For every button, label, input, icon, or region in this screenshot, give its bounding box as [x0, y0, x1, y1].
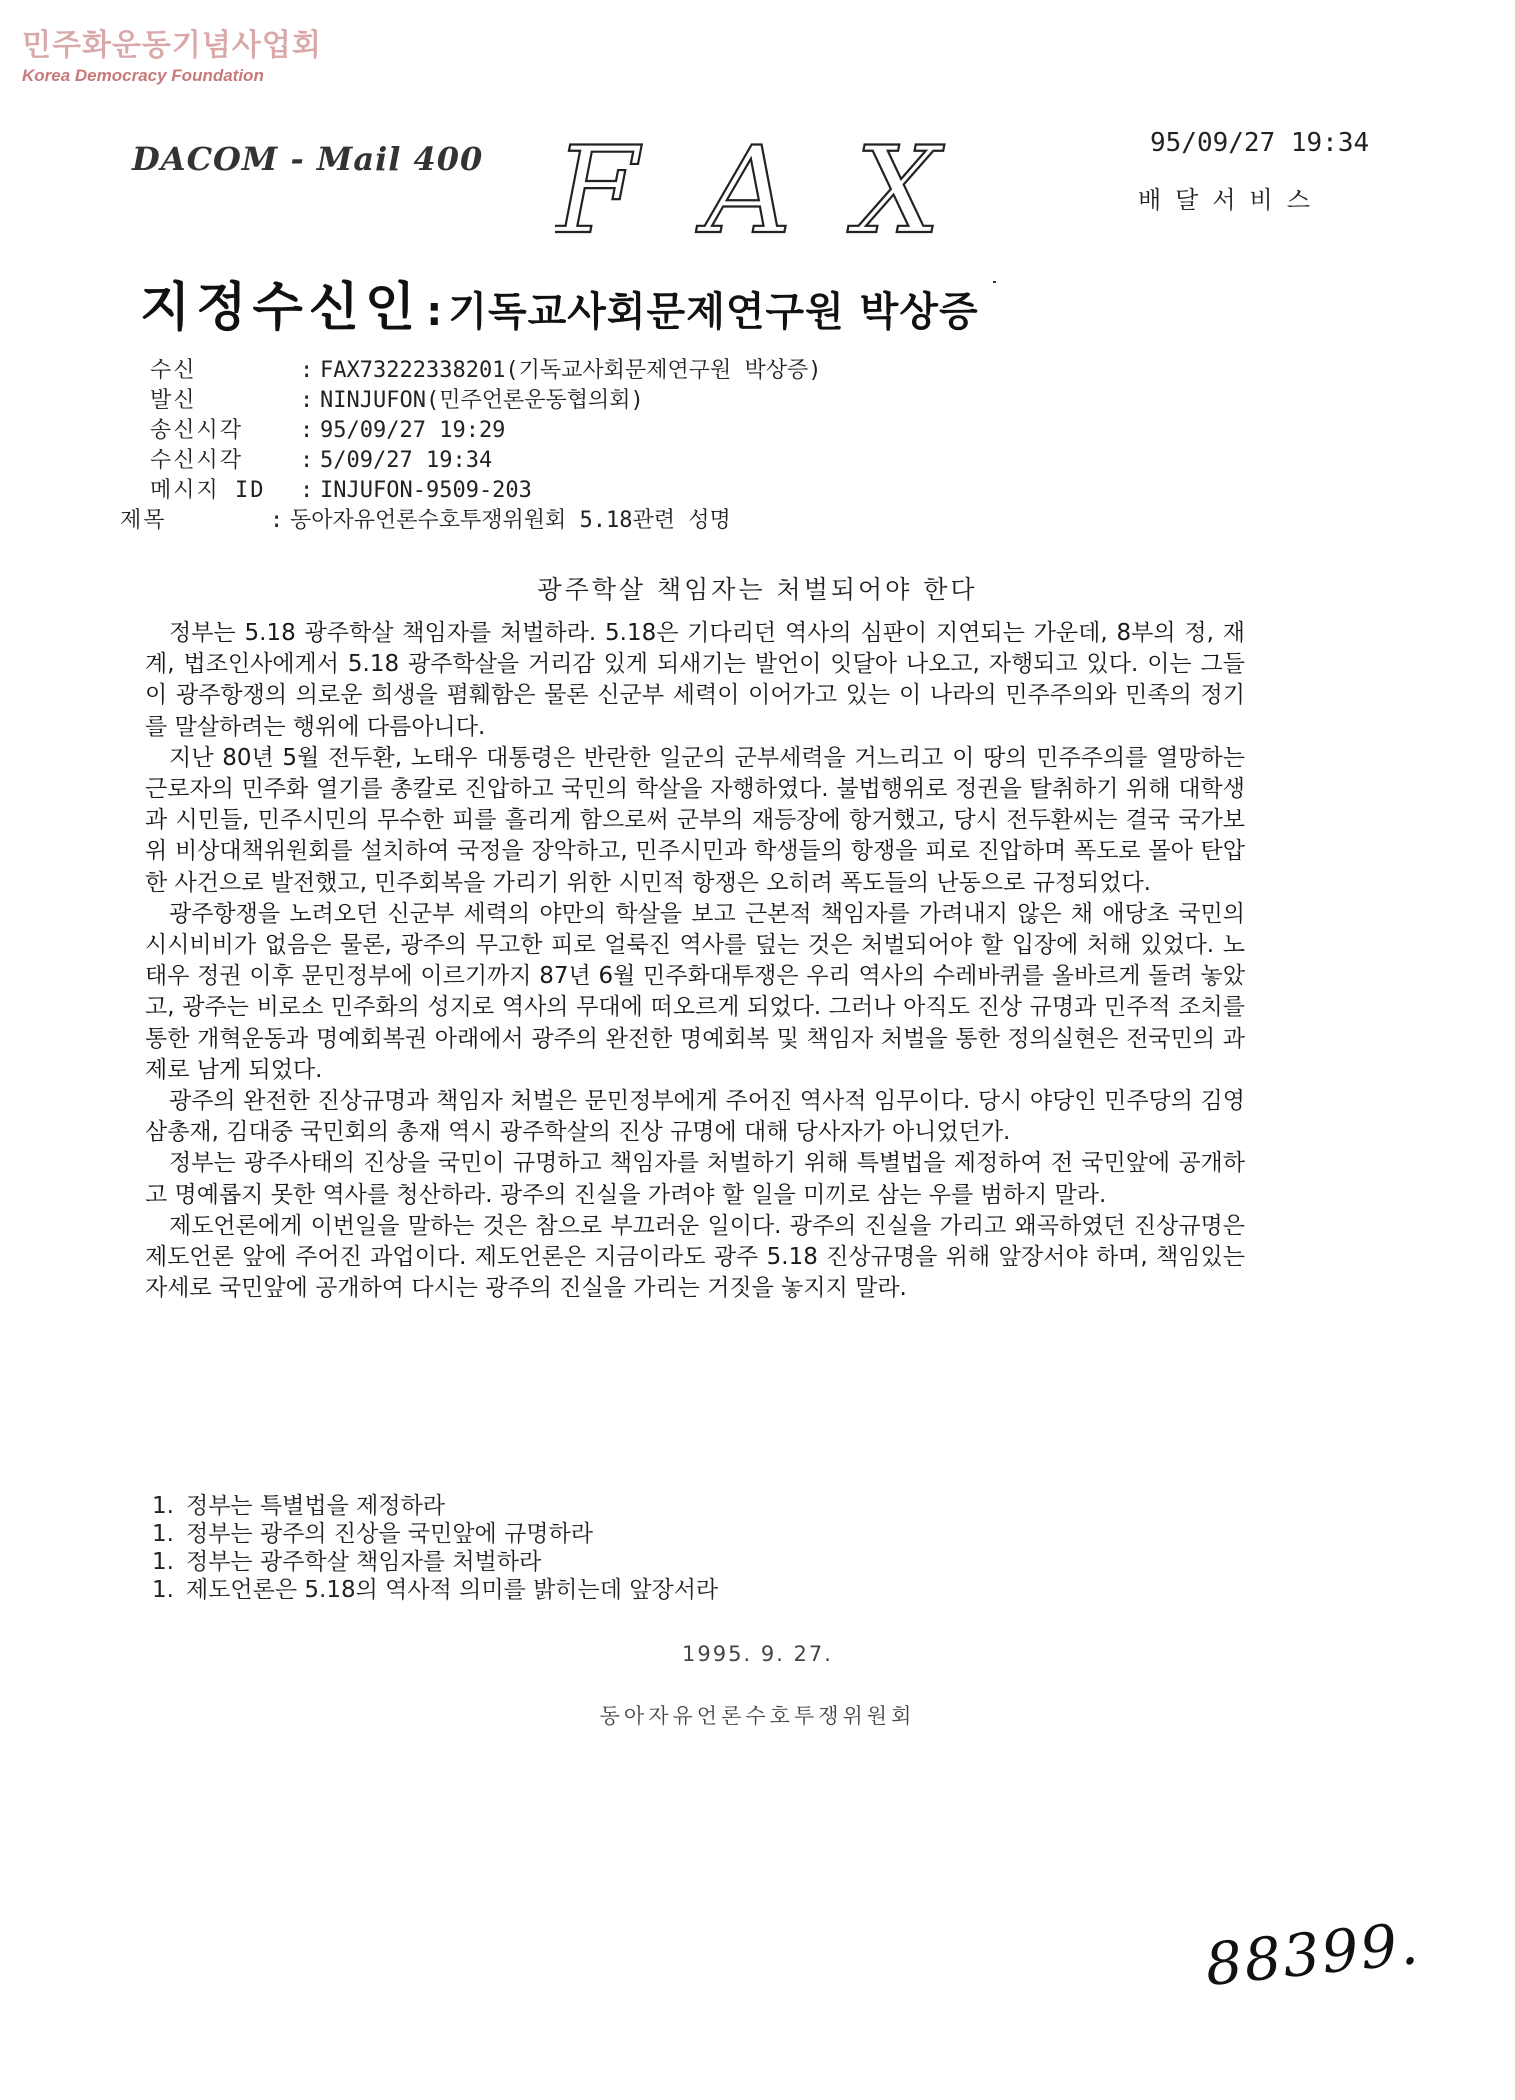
body-paragraph: 광주의 완전한 진상규명과 책임자 처벌은 문민정부에게 주어진 역사적 임무이다. 당시 야당인 민주당의 김영삼총재, 김대중 국민회의 총재 역시 광주학살의 진상 규명에 대해 당사자가 아니었던가.	[145, 1088, 1245, 1146]
statement-title: 광주학살 책임자는 처벌되어야 한다	[537, 575, 978, 604]
demand-number: 1.	[152, 1577, 174, 1603]
delivery-service-label: 배달서비스	[1138, 186, 1324, 214]
handwritten-archive-number: 88399.	[1202, 1908, 1423, 2000]
header-field-row: 발신 : NINJUFON(민주언론운동협의회)	[150, 386, 821, 416]
header-field-key: 송신시각	[150, 418, 244, 443]
subject-key: 제목	[120, 508, 167, 533]
body-paragraph: 광주항쟁을 노려오던 신군부 세력의 야만의 학살을 보고 근본적 책임자를 가려내지 않은 채 애당초 국민의 시시비비가 없음은 물론, 광주의 무고한 피로 얼룩진 역사를 덮는 것은 처벌되어야 할 입장에 처해 있었다. 노태우 정권 이후 문민정부에 이르기까지 87년 6월 민주화대투쟁은 우리 역사의 수레바퀴를 올바르게 돌려 놓았고, 광주는 비로소 민주화의 성지로 역사의 무대에 떠오르게 되었다. 그러나 아직도 진상 규명과 민주적 조치를 통한 개혁운동과 명예회복권 아래에서 광주의 완전한 명예회복 및 책임자 처벌을 통한 정의실현은 전국민의 과제로 남게 되었다.	[145, 900, 1245, 1083]
header-field-value: 5/09/27 19:34	[320, 448, 493, 473]
demand-item	[152, 1492, 718, 1520]
header-field-key: 발신	[150, 388, 197, 413]
fax-logo	[555, 132, 975, 242]
header-field-row: 메시지 ID : INJUFON-9509-203	[150, 476, 821, 506]
demand-item	[152, 1576, 718, 1604]
demand-number: 1.	[152, 1493, 174, 1519]
watermark	[22, 20, 322, 86]
recipient-label: 지정수신인	[140, 278, 422, 338]
body-paragraph: 지난 80년 5월 전두환, 노태우 대통령은 반란한 일군의 군부세력을 거느리고 이 땅의 민주주의를 열망하는 근로자의 민주화 열기를 총칼로 진압하고 국민의 학살을 자행하였다. 불법행위로 정권을 탈취하기 위해 대학생과 시민들, 민주시민의 무수한 피를 흘리게 함으로써 군부의 재등장에 항거했고, 당시 전두환씨는 결국 국가보위 비상대책위원회를 설치하여 국정을 장악하고, 민주시민과 학생들의 항쟁을 피로 진압하며 폭도로 몰아 탄압한 사건으로 발전했고, 민주회복을 가리기 위한 시민적 항쟁은 오히려 폭도들의 난동으로 규정되었다.	[145, 744, 1245, 896]
scan-speck	[993, 281, 996, 283]
header-field-row: 송신시각 : 95/09/27 19:29	[150, 416, 821, 446]
header-field-key: 메시지 ID	[150, 478, 266, 503]
body-paragraph: 정부는 광주사태의 진상을 국민이 규명하고 책임자를 처벌하기 위해 특별법을 제정하여 전 국민앞에 공개하고 명예롭지 못한 역사를 청산하라. 광주의 진실을 가려야 할 일을 미끼로 삼는 우를 범하지 말라.	[145, 1150, 1245, 1208]
fax-logo-letter-a: A	[705, 132, 792, 242]
demand-text: 정부는 광주의 진상을 국민앞에 규명하라	[186, 1521, 593, 1547]
watermark-english: Korea Democracy Foundation	[22, 66, 264, 85]
fax-logo-letter-x: X	[855, 132, 941, 242]
demand-item	[152, 1548, 718, 1576]
body-paragraph: 제도언론에게 이번일을 말하는 것은 참으로 부끄러운 일이다. 광주의 진실을 가리고 왜곡하였던 진상규명은 제도언론 앞에 주어진 과업이다. 제도언론은 지금이라도 광주 5.18 진상규명을 위해 앞장서야 하며, 책임있는 자세로 국민앞에 공개하여 다시는 광주의 진실을 가리는 거짓을 놓지지 말라.	[145, 1212, 1245, 1302]
header-field-row: 수신시각 : 5/09/27 19:34	[150, 446, 821, 476]
header-field-value: FAX73222338201(기독교사회문제연구원 박상증)	[320, 358, 822, 383]
header-field-value: INJUFON-9509-203	[320, 478, 532, 503]
demand-text: 정부는 특별법을 제정하라	[186, 1493, 446, 1519]
header-field-key: 수신	[150, 358, 197, 383]
header-field-row: 수신 : FAX73222338201(기독교사회문제연구원 박상증)	[150, 356, 821, 386]
statement-date: 1995. 9. 27.	[682, 1642, 833, 1666]
recipient-separator: :	[426, 289, 444, 335]
header-field-key: 수신시각	[150, 448, 244, 473]
fax-datetime: 95/09/27 19:34	[1150, 128, 1370, 158]
demand-text: 제도언론은 5.18의 역사적 의미를 밝히는데 앞장서라	[186, 1577, 719, 1603]
fax-service-name: DACOM - Mail 400	[132, 140, 484, 178]
header-field-value: NINJUFON(민주언론운동협의회)	[320, 388, 644, 413]
designated-recipient	[140, 265, 979, 340]
fax-header-fields	[120, 356, 822, 536]
body-paragraph: 정부는 5.18 광주학살 책임자를 처벌하라. 5.18은 기다리던 역사의 심판이 지연되는 가운데, 8부의 정, 재계, 법조인사에게서 5.18 광주학살을 거리감 있게 되새기는 발언이 잇달아 나오고, 자행되고 있다. 이는 그들이 광주항쟁의 의로운 희생을 폄훼함은 물론 신군부 세력이 이어가고 있는 이 나라의 민주주의와 민족의 정기를 말살하려는 행위에 다름아니다.	[145, 620, 1245, 740]
watermark-korean: 민주화운동기념사업회	[22, 28, 322, 63]
subject-value: 동아자유언론수호투쟁위원회 5.18관련 성명	[290, 508, 731, 533]
demand-text: 정부는 광주학살 책임자를 처벌하라	[186, 1549, 542, 1575]
statement-body	[145, 618, 1245, 1304]
demand-number: 1.	[152, 1549, 174, 1575]
recipient-name: 기독교사회문제연구원 박상증	[448, 289, 979, 335]
demands-list	[152, 1492, 718, 1604]
signatory: 동아자유언론수호투쟁위원회	[599, 1704, 916, 1728]
fax-logo-letter-f: F	[555, 132, 639, 242]
demand-item	[152, 1520, 718, 1548]
demand-number: 1.	[152, 1521, 174, 1547]
fax-logo-svg	[555, 132, 975, 242]
subject-row: 제목 : 동아자유언론수호투쟁위원회 5.18관련 성명	[120, 506, 821, 536]
header-field-value: 95/09/27 19:29	[320, 418, 506, 443]
